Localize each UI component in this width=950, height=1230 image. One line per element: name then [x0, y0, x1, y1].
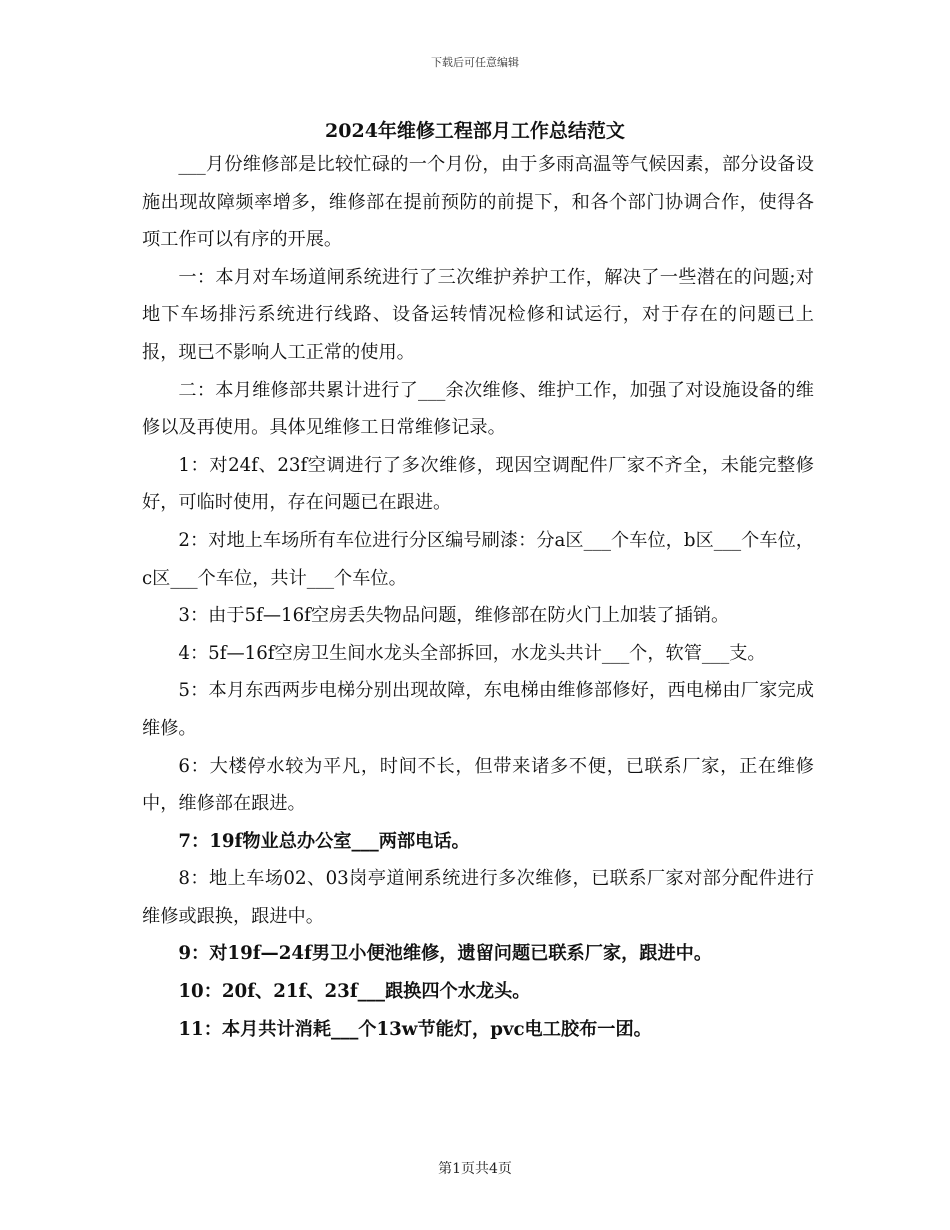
paragraph-section-2: 二：本月维修部共累计进行了___余次维修、维护工作，加强了对设施设备的维修以及再使用。具体见维修工日常维修记录。 — [142, 379, 814, 439]
page-title: 2024年维修工程部月工作总结范文 — [325, 120, 625, 142]
list-item-10: 10：20f、21f、23f___跟换四个水龙头。 — [178, 981, 531, 1003]
list-item-5: 5：本月东西两步电梯分别出现故障，东电梯由维修部修好，西电梯由厂家完成维修。 — [142, 680, 814, 739]
list-item-1: 1：对24f、23f空调进行了多次维修，现因空调配件厂家不齐全，未能完整修好，可临时使用，存在问题已在跟进。 — [142, 454, 814, 514]
list-item-8: 8：地上车场02、03岗亭道闸系统进行多次维修，已联系厂家对部分配件进行维修或跟换，跟进中。 — [142, 868, 814, 927]
paragraph-section-1: 一：本月对车场道闸系统进行了三次维护养护工作，解决了一些潜在的问题;对地下车场排污系统进行线路、设备运转情况检修和试运行，对于存在的问题已上报，现已不影响人工正常的使用。 — [142, 266, 814, 363]
list-item-2: 2：对地上车场所有车位进行分区编号刷漆：分a区___个车位，b区___个车位，c区___个车位，共计___个车位。 — [142, 529, 814, 589]
page-footer: 第1页共4页 — [438, 1161, 512, 1177]
document-body — [142, 146, 814, 1048]
list-item-9: 9：对19f—24f男卫小便池维修，遗留问题已联系厂家，跟进中。 — [178, 943, 713, 965]
list-item-7: 7：19f物业总办公室___两部电话。 — [178, 830, 470, 852]
list-item-4: 4：5f—16f空房卫生间水龙头全部拆回，水龙头共计___个，软管___支。 — [178, 642, 766, 664]
list-item-6: 6：大楼停水较为平凡，时间不长，但带来诸多不便，已联系厂家，正在维修中，维修部在跟进。 — [142, 755, 814, 815]
header-note: 下载后可任意编辑 — [431, 56, 519, 69]
paragraph-intro: ___月份维修部是比较忙碌的一个月份，由于多雨高温等气候因素，部分设备设施出现故障频率增多，维修部在提前预防的前提下，和各个部门协调合作，使得各项工作可以有序的开展。 — [142, 154, 814, 251]
list-item-11: 11：本月共计消耗___个13w节能灯，pvc电工胶布一团。 — [178, 1018, 652, 1040]
list-item-3: 3：由于5f—16f空房丢失物品问题，维修部在防火门上加装了插销。 — [178, 605, 730, 627]
